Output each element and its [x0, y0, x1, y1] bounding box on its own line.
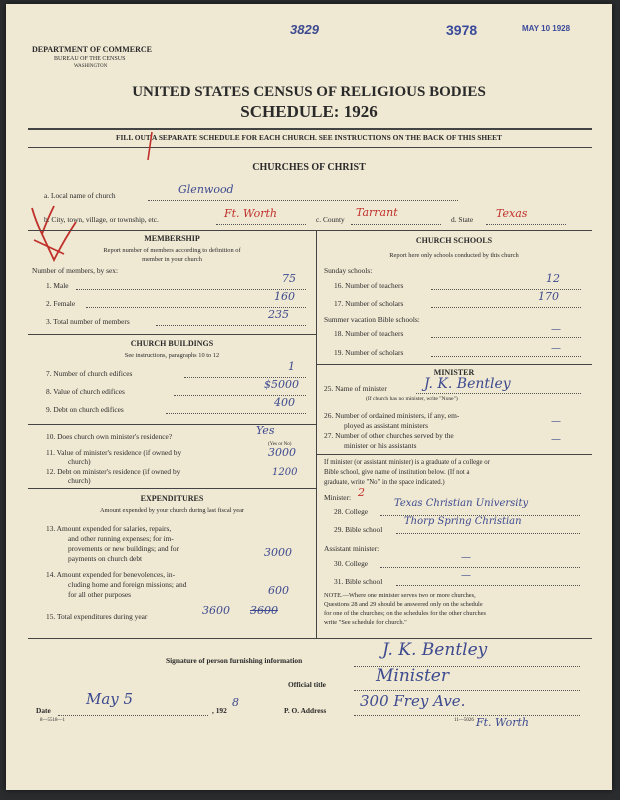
form-number: 8—5518—1 [40, 718, 65, 723]
po-address-city: Ft. Worth [476, 716, 529, 729]
male-label: 1. Male [46, 281, 69, 290]
edifices-debt-line [166, 413, 306, 414]
po-address-value: 300 Frey Ave. [360, 692, 466, 710]
college-label: 28. College [334, 507, 369, 516]
form-title: UNITED STATES CENSUS OF RELIGIOUS BODIES [132, 84, 486, 100]
q27-line-1: 27. Number of other churches served by the [324, 431, 454, 440]
summer-scholars-label: 19. Number of scholars [334, 348, 404, 357]
date-line [58, 715, 208, 716]
q15-struck-value: 3600 [250, 604, 278, 617]
q13-line-2: and other running expenses; for im- [68, 534, 174, 543]
asst-bible-school-value: — [461, 570, 471, 581]
minister-name-label: 25. Name of minister [324, 384, 387, 393]
summer-schools-label: Summer vacation Bible schools: [324, 315, 420, 324]
q26-line-2: ployed as assistant ministers [344, 421, 428, 430]
signature-label: Signature of person furnishing information [166, 656, 303, 665]
summer-teachers-line [431, 337, 581, 338]
local-name-label: a. Local name of church [44, 191, 116, 200]
asst-bible-school-line [396, 585, 580, 586]
bureau-city: WASHINGTON [74, 64, 108, 69]
summer-scholars-value: — [551, 343, 561, 354]
male-value: 75 [282, 272, 296, 285]
q13-value: 3000 [264, 546, 292, 559]
divider [28, 488, 316, 489]
edifices-value-label: 8. Value of church edifices [46, 387, 125, 396]
edifices-debt-value: 400 [274, 396, 295, 409]
q14-line-1: 14. Amount expended for benevolences, in- [46, 570, 176, 579]
membership-subtitle: member in your church [142, 256, 202, 263]
minister-heading: MINISTER [433, 368, 475, 377]
official-title-line [354, 690, 580, 691]
state-label: d. State [451, 215, 474, 224]
stamp-number-1: 3829 [290, 22, 319, 37]
residence-value-value: 3000 [268, 446, 296, 459]
asst-college-label: 30. College [334, 559, 369, 568]
total-members-label: 3. Total number of members [46, 317, 130, 326]
stamp-number-2: 3978 [446, 22, 478, 38]
schools-subtitle: Report here only schools conducted by this church [389, 252, 519, 259]
membership-subtitle: Report number of members according to definition of [103, 247, 241, 254]
scholars-value: 170 [538, 290, 559, 303]
minister-sublabel: Minister: [324, 493, 352, 502]
total-members-value: 235 [268, 308, 289, 321]
date-value: May 5 [86, 690, 134, 708]
minister-count-mark: 2 [358, 486, 365, 499]
bureau-name: BUREAU OF THE CENSUS [54, 56, 126, 62]
expenditures-heading: EXPENDITURES [140, 494, 204, 503]
buildings-heading: CHURCH BUILDINGS [130, 339, 214, 348]
sunday-schools-label: Sunday schools: [324, 266, 373, 275]
divider [316, 364, 592, 365]
local-name-line [148, 200, 458, 201]
summer-scholars-line [431, 356, 581, 357]
county-label: c. County [316, 215, 345, 224]
bible-school-line [396, 533, 580, 534]
edifices-count-value: 1 [288, 360, 295, 373]
column-divider [316, 230, 317, 638]
membership-heading: MEMBERSHIP [144, 234, 200, 243]
minister-name-line [416, 393, 581, 394]
dept-name: DEPARTMENT OF COMMERCE [32, 45, 153, 54]
asst-college-line [380, 567, 580, 568]
divider [316, 454, 592, 455]
by-sex-label: Number of members, by sex: [32, 266, 118, 275]
scholars-label: 17. Number of scholars [334, 299, 404, 308]
divider [28, 638, 592, 639]
city-value: Ft. Worth [224, 207, 277, 220]
census-schedule-page [6, 4, 612, 790]
q14-line-3: for all other purposes [68, 590, 132, 599]
q27-value: — [551, 434, 561, 445]
college-value: Texas Christian University [394, 498, 529, 509]
graduate-note-3: graduate, write "No" in the space indicated.) [324, 479, 445, 486]
summer-teachers-label: 18. Number of teachers [334, 329, 404, 338]
year-handwritten: 8 [232, 696, 239, 709]
asst-college-value: — [461, 552, 471, 563]
footnote-1: NOTE.—Where one minister serves two or more churches, [324, 592, 476, 599]
minister-name-value: J. K. Bentley [424, 376, 511, 392]
q14-line-2: cluding home and foreign missions; and [68, 580, 187, 589]
divider [28, 334, 316, 335]
scholars-line [431, 307, 581, 308]
local-name-value: Glenwood [178, 183, 234, 196]
footnote-2: Questions 28 and 29 should be answered only on the schedule [324, 601, 483, 608]
residence-value-label: 11. Value of minister's residence (if owned by [46, 448, 182, 457]
female-label: 2. Female [46, 299, 76, 308]
form-subtitle: SCHEDULE: 1926 [240, 102, 378, 121]
teachers-value: 12 [546, 272, 560, 285]
female-value: 160 [274, 290, 295, 303]
official-title-value: Minister [376, 666, 449, 686]
denomination: CHURCHES OF CHRIST [252, 162, 366, 173]
footnote-3: for one of the churches; on the schedules for the other churches [324, 610, 487, 617]
stamp-date: MAY 10 1928 [522, 24, 571, 33]
graduate-note-2: Bible school, give name of institution below. (If not a [324, 469, 470, 476]
edifices-count-label: 7. Number of church edifices [46, 369, 133, 378]
residence-owned-value: Yes [256, 424, 275, 437]
po-address-label: P. O. Address [284, 706, 327, 715]
buildings-subtitle: See instructions, paragraphs 10 to 12 [124, 352, 220, 359]
total-members-line [156, 325, 306, 326]
q15-label: 15. Total expenditures during year [46, 612, 148, 621]
q26-line-1: 26. Number of ordained ministers, if any, em- [324, 411, 460, 420]
divider [28, 230, 592, 231]
expenditures-subtitle: Amount expended by your church during last fiscal year [99, 507, 245, 514]
residence-debt-label-2: church) [68, 476, 91, 485]
residence-value-label-2: church) [68, 457, 91, 466]
edifices-debt-label: 9. Debt on church edifices [46, 405, 124, 414]
instruction-text: FILL OUT A SEPARATE SCHEDULE FOR EACH CHURCH. SEE INSTRUCTIONS ON THE BACK OF THIS SHEET [116, 133, 502, 142]
q13-line-4: payments on church debt [68, 554, 143, 563]
state-line [486, 224, 566, 225]
county-value: Tarrant [356, 206, 398, 219]
graduate-note-1: If minister (or assistant minister) is a graduate of a college or [324, 459, 490, 466]
official-title-label: Official title [288, 680, 326, 689]
q26-value: — [551, 416, 561, 427]
city-line [216, 224, 306, 225]
residence-debt-value: 1200 [272, 467, 298, 478]
q14-value: 600 [268, 584, 289, 597]
form-number-2: 11—5026 [454, 718, 474, 723]
edifices-value-value: $5000 [264, 378, 299, 391]
asst-bible-school-label: 31. Bible school [334, 577, 383, 586]
summer-teachers-value: — [551, 324, 561, 335]
q13-line-3: provements or new buildings; and for [68, 544, 180, 553]
footnote-4: write "See schedule for church." [324, 619, 407, 626]
schools-heading: CHURCH SCHOOLS [415, 236, 493, 245]
bible-school-value: Thorp Spring Christian [404, 516, 522, 527]
teachers-label: 16. Number of teachers [334, 281, 404, 290]
date-label: Date [36, 706, 51, 715]
po-address-line [354, 715, 580, 716]
year-print: , 192 [212, 706, 227, 715]
residence-owned-hint: (Yes or No) [268, 442, 292, 447]
county-line [351, 224, 441, 225]
city-label: b. City, town, village, or township, etc. [44, 215, 159, 224]
q15-value: 3600 [202, 604, 230, 617]
male-line [76, 289, 306, 290]
state-value: Texas [496, 207, 528, 220]
q13-line-1: 13. Amount expended for salaries, repairs, [46, 524, 172, 533]
q27-line-2: minister or his assistants [344, 441, 417, 450]
minister-name-hint: (If church has no minister, write "None") [366, 396, 458, 402]
bible-school-label: 29. Bible school [334, 525, 383, 534]
signature-value: J. K. Bentley [382, 640, 488, 660]
residence-owned-label: 10. Does church own minister's residence? [46, 432, 173, 441]
residence-debt-label: 12. Debt on minister's residence (if owned by [46, 467, 181, 476]
assistant-minister-label: Assistant minister: [324, 544, 380, 553]
